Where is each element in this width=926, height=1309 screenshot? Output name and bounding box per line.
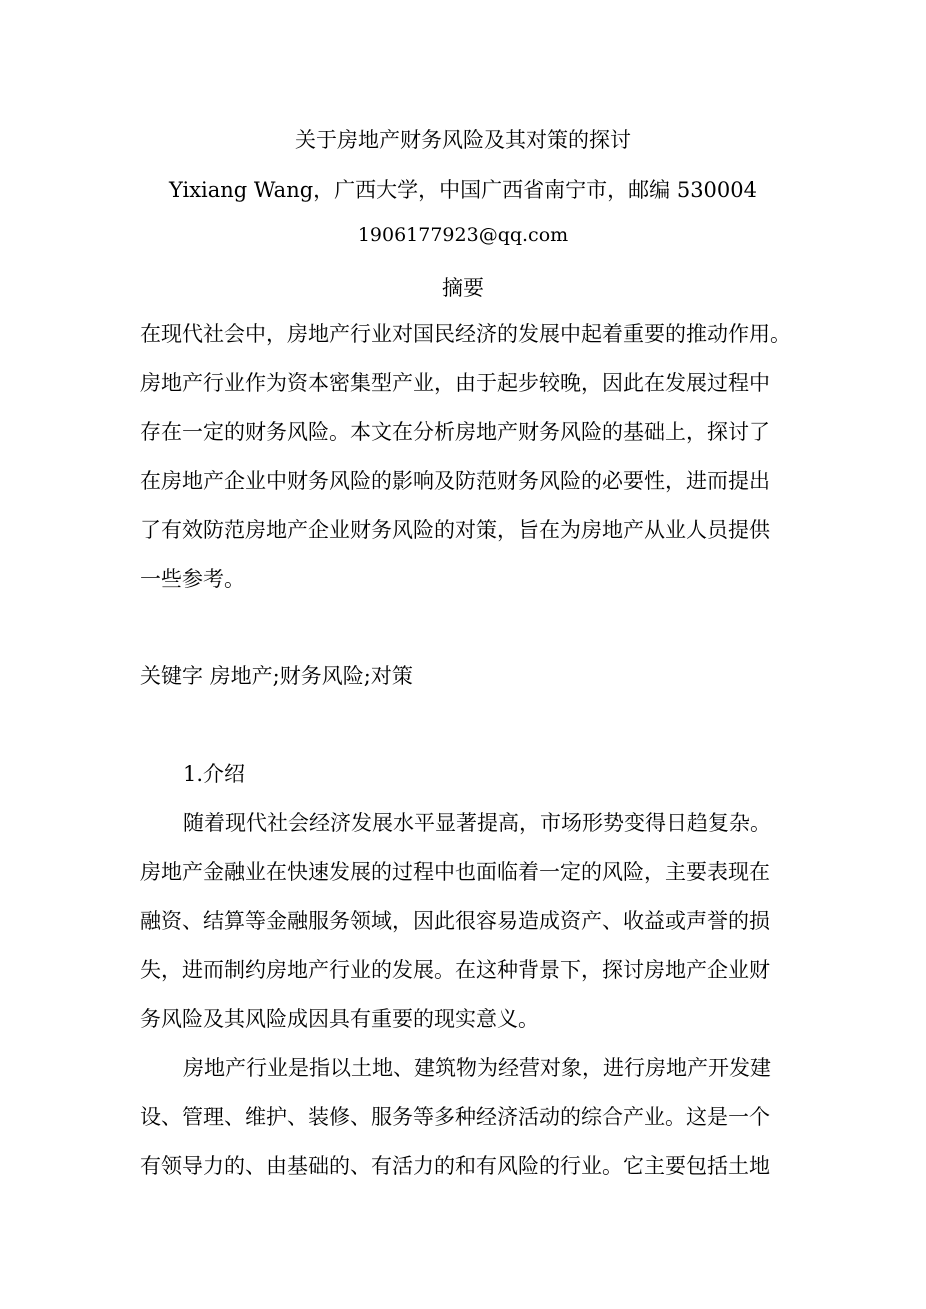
paragraph-line: 随着现代社会经济发展水平显著提高，市场形势变得日趋复杂。: [183, 811, 771, 835]
paragraph-line: 有领导力的、由基础的、有活力的和有风险的行业。它主要包括土地: [140, 1154, 770, 1178]
keywords-line: 关键字 房地产;财务风险;对策: [140, 664, 413, 688]
paragraph-line: 房地产行业是指以土地、建筑物为经营对象，进行房地产开发建: [183, 1056, 771, 1080]
abstract-heading: 摘要: [442, 276, 484, 300]
abstract-line: 在房地产企业中财务风险的影响及防范财务风险的必要性，进而提出: [140, 469, 770, 493]
abstract-line: 房地产行业作为资本密集型产业，由于起步较晚，因此在发展过程中: [140, 371, 770, 395]
paragraph-line: 房地产金融业在快速发展的过程中也面临着一定的风险，主要表现在: [140, 860, 770, 884]
abstract-line: 存在一定的财务风险。本文在分析房地产财务风险的基础上，探讨了: [140, 420, 770, 444]
abstract-line: 在现代社会中，房地产行业对国民经济的发展中起着重要的推动作用。: [140, 322, 791, 346]
paper-title: 关于房地产财务风险及其对策的探讨: [295, 128, 631, 152]
author-affiliation: Yixiang Wang，广西大学，中国广西省南宁市，邮编 530004: [168, 178, 758, 202]
abstract-line: 了有效防范房地产企业财务风险的对策，旨在为房地产从业人员提供: [140, 518, 770, 542]
paragraph-line: 融资、结算等金融服务领域，因此很容易造成资产、收益或声誉的损: [140, 909, 770, 933]
paragraph-line: 失，进而制约房地产行业的发展。在这种背景下，探讨房地产企业财: [140, 958, 770, 982]
abstract-line: 一些参考。: [140, 567, 245, 591]
paragraph-line: 务风险及其风险成因具有重要的现实意义。: [140, 1007, 539, 1031]
author-email: 1906177923@qq.com: [357, 224, 569, 246]
section-heading: 1.介绍: [183, 762, 246, 786]
paragraph-line: 设、管理、维护、装修、服务等多种经济活动的综合产业。这是一个: [140, 1105, 770, 1129]
